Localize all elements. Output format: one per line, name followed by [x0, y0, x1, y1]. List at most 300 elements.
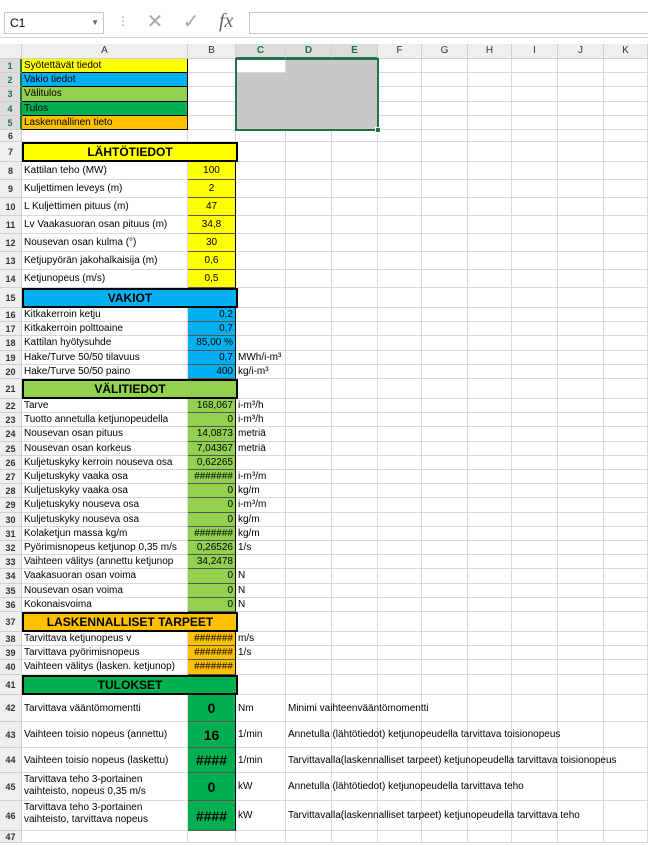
cell[interactable] [286, 322, 332, 336]
cell[interactable] [512, 831, 558, 843]
cell[interactable] [378, 288, 422, 308]
cell[interactable] [604, 216, 648, 234]
cell[interactable] [512, 456, 558, 470]
cell[interactable] [468, 102, 512, 116]
cell[interactable] [332, 660, 378, 674]
column-header-e[interactable]: E [332, 44, 378, 59]
cell[interactable] [378, 379, 422, 399]
cell[interactable] [604, 470, 648, 484]
cell[interactable] [332, 379, 378, 399]
cell[interactable] [422, 130, 468, 142]
cell[interactable] [286, 413, 332, 427]
cell[interactable] [422, 584, 468, 598]
cell[interactable] [512, 142, 558, 162]
cell[interactable] [604, 288, 648, 308]
cell[interactable] [378, 130, 422, 142]
cell[interactable] [558, 442, 604, 456]
cell[interactable] [558, 498, 604, 512]
cell[interactable] [422, 498, 468, 512]
cell[interactable] [378, 270, 422, 288]
cell[interactable] [512, 513, 558, 527]
cell[interactable] [604, 456, 648, 470]
cell[interactable] [558, 632, 604, 646]
cell[interactable] [512, 87, 558, 101]
cell[interactable] [558, 484, 604, 498]
value-cell[interactable]: 2 [188, 180, 236, 198]
cell[interactable] [286, 130, 332, 142]
cell[interactable] [332, 288, 378, 308]
cell[interactable] [286, 336, 332, 350]
cell[interactable] [604, 569, 648, 583]
row-header[interactable]: 5 [0, 116, 22, 130]
cell[interactable] [558, 73, 604, 87]
cell[interactable] [286, 142, 332, 162]
cell[interactable] [604, 598, 648, 612]
cell[interactable] [512, 130, 558, 142]
cell[interactable] [332, 365, 378, 379]
cell[interactable] [422, 379, 468, 399]
cell[interactable] [468, 527, 512, 541]
cell[interactable] [468, 456, 512, 470]
cell[interactable] [512, 288, 558, 308]
cell[interactable] [378, 675, 422, 695]
column-header-c[interactable]: C [236, 44, 286, 59]
cell[interactable] [332, 351, 378, 365]
cell[interactable] [286, 584, 332, 598]
value-cell[interactable]: 0,2 [188, 308, 236, 322]
cell[interactable] [558, 365, 604, 379]
row-header[interactable]: 27 [0, 470, 22, 484]
value-cell[interactable]: ####### [188, 646, 236, 660]
value-cell[interactable]: 0,62265 [188, 456, 236, 470]
row-header[interactable]: 1 [0, 59, 22, 73]
cell[interactable] [468, 252, 512, 270]
row-header[interactable]: 8 [0, 162, 22, 180]
row-header[interactable]: 2 [0, 73, 22, 87]
cell[interactable] [512, 252, 558, 270]
cell[interactable] [422, 270, 468, 288]
cell[interactable] [236, 270, 286, 288]
row-header[interactable]: 20 [0, 365, 22, 379]
cell[interactable] [558, 142, 604, 162]
cell[interactable] [468, 130, 512, 142]
cell[interactable] [332, 598, 378, 612]
cell[interactable] [604, 632, 648, 646]
cell[interactable] [604, 130, 648, 142]
value-cell[interactable]: ####### [188, 632, 236, 646]
cell[interactable] [468, 831, 512, 843]
cell[interactable] [604, 413, 648, 427]
cell[interactable] [286, 288, 332, 308]
cell[interactable] [332, 142, 378, 162]
cell[interactable] [236, 162, 286, 180]
cell[interactable] [332, 252, 378, 270]
cell[interactable] [286, 180, 332, 198]
row-header[interactable]: 19 [0, 351, 22, 365]
cell[interactable] [286, 456, 332, 470]
column-header-j[interactable]: J [558, 44, 604, 59]
chevron-down-icon[interactable]: ▼ [91, 18, 99, 27]
cell[interactable] [422, 162, 468, 180]
cell[interactable] [378, 116, 422, 130]
value-cell[interactable]: 7,04367 [188, 442, 236, 456]
cell[interactable] [422, 569, 468, 583]
row-header[interactable]: 6 [0, 130, 22, 142]
value-cell[interactable]: 0 [188, 413, 236, 427]
cell[interactable] [378, 180, 422, 198]
cell[interactable] [468, 73, 512, 87]
cell[interactable] [378, 427, 422, 441]
cell[interactable] [188, 87, 236, 101]
cell[interactable] [422, 59, 468, 73]
cell[interactable] [422, 456, 468, 470]
row-header[interactable]: 33 [0, 555, 22, 569]
cell[interactable] [378, 252, 422, 270]
row-header[interactable]: 10 [0, 198, 22, 216]
cell[interactable] [236, 234, 286, 252]
cell[interactable] [468, 234, 512, 252]
cell[interactable] [558, 646, 604, 660]
cell[interactable] [332, 322, 378, 336]
column-header-h[interactable]: H [468, 44, 512, 59]
cell[interactable] [512, 541, 558, 555]
cell[interactable] [468, 660, 512, 674]
cell[interactable] [286, 675, 332, 695]
cell[interactable] [558, 270, 604, 288]
cell[interactable] [512, 413, 558, 427]
cell[interactable] [422, 442, 468, 456]
cell[interactable] [422, 87, 468, 101]
cell[interactable] [332, 498, 378, 512]
cell[interactable] [422, 252, 468, 270]
cell[interactable] [558, 555, 604, 569]
cell[interactable] [378, 660, 422, 674]
value-cell[interactable]: 0,26526 [188, 541, 236, 555]
row-header[interactable]: 41 [0, 675, 22, 695]
row-header[interactable]: 47 [0, 831, 22, 843]
cell[interactable] [558, 527, 604, 541]
cell[interactable] [22, 130, 188, 142]
cell[interactable] [422, 632, 468, 646]
cell[interactable] [558, 59, 604, 73]
cell[interactable] [236, 322, 286, 336]
cell[interactable] [604, 351, 648, 365]
cell[interactable] [286, 541, 332, 555]
cell[interactable] [378, 73, 422, 87]
cell[interactable] [332, 632, 378, 646]
cell[interactable] [604, 513, 648, 527]
cell[interactable] [468, 198, 512, 216]
cell[interactable] [604, 336, 648, 350]
cell[interactable] [512, 216, 558, 234]
cell[interactable] [558, 87, 604, 101]
row-header[interactable]: 14 [0, 270, 22, 288]
cell[interactable] [422, 612, 468, 632]
row-header[interactable]: 3 [0, 87, 22, 101]
value-cell[interactable]: ####### [188, 470, 236, 484]
cell[interactable] [378, 336, 422, 350]
cell[interactable] [378, 142, 422, 162]
cell[interactable] [512, 198, 558, 216]
cell[interactable] [604, 102, 648, 116]
cell[interactable] [286, 527, 332, 541]
cell[interactable] [286, 660, 332, 674]
value-cell[interactable]: #### [188, 748, 236, 773]
name-box[interactable] [4, 12, 104, 34]
row-header[interactable]: 25 [0, 442, 22, 456]
cell[interactable] [558, 569, 604, 583]
cell[interactable] [604, 584, 648, 598]
cell[interactable] [286, 612, 332, 632]
cell[interactable] [378, 87, 422, 101]
cell[interactable] [332, 584, 378, 598]
cell[interactable] [604, 527, 648, 541]
cell[interactable] [236, 379, 286, 399]
value-cell[interactable]: 85,00 % [188, 336, 236, 350]
cell[interactable] [188, 102, 236, 116]
cell[interactable] [236, 252, 286, 270]
cell[interactable] [286, 270, 332, 288]
cell[interactable] [512, 102, 558, 116]
cell[interactable] [604, 541, 648, 555]
cell[interactable] [378, 216, 422, 234]
cell[interactable] [422, 180, 468, 198]
cell[interactable] [332, 555, 378, 569]
value-cell[interactable]: 0 [188, 484, 236, 498]
cell[interactable] [512, 632, 558, 646]
cell[interactable] [512, 59, 558, 73]
column-header-d[interactable]: D [286, 44, 332, 59]
row-header[interactable]: 37 [0, 612, 22, 632]
row-header[interactable]: 38 [0, 632, 22, 646]
cell[interactable] [422, 646, 468, 660]
cell[interactable] [558, 116, 604, 130]
cell[interactable] [604, 498, 648, 512]
cancel-icon[interactable]: ✕ [146, 11, 164, 33]
cell[interactable] [378, 102, 422, 116]
cell[interactable] [422, 399, 468, 413]
cell[interactable] [604, 270, 648, 288]
cell[interactable] [286, 379, 332, 399]
value-cell[interactable]: 34,8 [188, 216, 236, 234]
cell[interactable] [378, 513, 422, 527]
row-header[interactable]: 15 [0, 288, 22, 308]
cell[interactable] [332, 413, 378, 427]
row-header[interactable]: 46 [0, 801, 22, 831]
cell[interactable] [604, 484, 648, 498]
cell[interactable] [378, 632, 422, 646]
cell[interactable] [236, 660, 286, 674]
cell[interactable] [236, 198, 286, 216]
row-header[interactable]: 42 [0, 695, 22, 722]
value-cell[interactable]: 0,7 [188, 322, 236, 336]
cell[interactable] [512, 484, 558, 498]
cell[interactable] [468, 162, 512, 180]
cell[interactable] [558, 584, 604, 598]
cell[interactable] [604, 612, 648, 632]
cell[interactable] [236, 831, 286, 843]
cell[interactable] [604, 379, 648, 399]
cell[interactable] [422, 660, 468, 674]
cell[interactable] [558, 322, 604, 336]
cell[interactable] [468, 612, 512, 632]
cell[interactable] [558, 234, 604, 252]
value-cell[interactable]: ####### [188, 660, 236, 674]
cell[interactable] [332, 198, 378, 216]
cell[interactable] [512, 234, 558, 252]
cell[interactable] [332, 541, 378, 555]
cell[interactable] [236, 612, 286, 632]
cell[interactable] [236, 59, 286, 73]
cell[interactable] [512, 399, 558, 413]
cell[interactable] [188, 130, 236, 142]
row-header[interactable]: 44 [0, 748, 22, 773]
row-header[interactable]: 39 [0, 646, 22, 660]
cell[interactable] [558, 252, 604, 270]
cell[interactable] [332, 442, 378, 456]
cell[interactable] [188, 73, 236, 87]
cell[interactable] [422, 142, 468, 162]
cell[interactable] [558, 470, 604, 484]
cell[interactable] [378, 442, 422, 456]
cell[interactable] [286, 569, 332, 583]
cell[interactable] [332, 831, 378, 843]
row-header[interactable]: 16 [0, 308, 22, 322]
row-header[interactable]: 40 [0, 660, 22, 674]
cell[interactable] [604, 162, 648, 180]
cell[interactable] [236, 130, 286, 142]
value-cell[interactable]: 14,0873 [188, 427, 236, 441]
column-header-a[interactable]: A [22, 44, 188, 59]
cell[interactable] [558, 831, 604, 843]
row-header[interactable]: 18 [0, 336, 22, 350]
cell[interactable] [332, 456, 378, 470]
cell[interactable] [332, 234, 378, 252]
cell[interactable] [286, 427, 332, 441]
value-cell[interactable]: 47 [188, 198, 236, 216]
cell[interactable] [378, 569, 422, 583]
cell[interactable] [558, 513, 604, 527]
cell[interactable] [332, 513, 378, 527]
column-header-f[interactable]: F [378, 44, 422, 59]
cell[interactable] [422, 288, 468, 308]
cell[interactable] [468, 308, 512, 322]
cell[interactable] [468, 288, 512, 308]
cell[interactable] [378, 498, 422, 512]
cell[interactable] [512, 569, 558, 583]
cell[interactable] [558, 399, 604, 413]
cell[interactable] [422, 541, 468, 555]
cell[interactable] [468, 59, 512, 73]
cell[interactable] [604, 252, 648, 270]
cell[interactable] [286, 365, 332, 379]
cell[interactable] [604, 660, 648, 674]
cell[interactable] [512, 336, 558, 350]
cell[interactable] [188, 831, 236, 843]
row-header[interactable]: 7 [0, 142, 22, 162]
cell[interactable] [468, 365, 512, 379]
cell[interactable] [512, 675, 558, 695]
cell[interactable] [422, 484, 468, 498]
row-header[interactable]: 45 [0, 773, 22, 801]
cell[interactable] [286, 513, 332, 527]
row-header[interactable]: 21 [0, 379, 22, 399]
value-cell[interactable]: 0,7 [188, 351, 236, 365]
cell[interactable] [468, 413, 512, 427]
value-cell[interactable]: 30 [188, 234, 236, 252]
value-cell[interactable]: 0 [188, 569, 236, 583]
value-cell[interactable]: 0 [188, 513, 236, 527]
cell[interactable] [286, 484, 332, 498]
cell[interactable] [558, 660, 604, 674]
value-cell[interactable]: 0 [188, 498, 236, 512]
cell[interactable] [332, 569, 378, 583]
cell[interactable] [378, 541, 422, 555]
cell[interactable] [422, 102, 468, 116]
row-header[interactable]: 24 [0, 427, 22, 441]
cell[interactable] [558, 198, 604, 216]
cell[interactable] [378, 484, 422, 498]
cell[interactable] [604, 234, 648, 252]
cell[interactable] [378, 612, 422, 632]
cell[interactable] [604, 116, 648, 130]
cell[interactable] [512, 470, 558, 484]
cell[interactable] [558, 351, 604, 365]
cell[interactable] [558, 130, 604, 142]
cell[interactable] [468, 216, 512, 234]
cell[interactable] [512, 584, 558, 598]
cell[interactable] [236, 336, 286, 350]
cell[interactable] [332, 180, 378, 198]
row-header[interactable]: 12 [0, 234, 22, 252]
cell[interactable] [378, 646, 422, 660]
cell[interactable] [512, 116, 558, 130]
cell[interactable] [468, 351, 512, 365]
cell[interactable] [604, 831, 648, 843]
cell[interactable] [468, 270, 512, 288]
cell[interactable] [512, 612, 558, 632]
cell[interactable] [512, 308, 558, 322]
formula-input[interactable] [249, 12, 648, 34]
cell[interactable] [378, 598, 422, 612]
cell[interactable] [512, 527, 558, 541]
cell[interactable] [378, 198, 422, 216]
cell[interactable] [332, 399, 378, 413]
cell[interactable] [378, 555, 422, 569]
cell[interactable] [286, 252, 332, 270]
cell[interactable] [604, 73, 648, 87]
cell[interactable] [422, 427, 468, 441]
enter-icon[interactable]: ✓ [182, 11, 200, 33]
cell[interactable] [604, 87, 648, 101]
cell[interactable] [286, 632, 332, 646]
row-header[interactable]: 11 [0, 216, 22, 234]
value-cell[interactable]: 0 [188, 773, 236, 801]
cell[interactable] [332, 308, 378, 322]
cell[interactable] [236, 308, 286, 322]
cell[interactable] [422, 308, 468, 322]
cell[interactable] [422, 555, 468, 569]
cell[interactable] [512, 322, 558, 336]
cell[interactable] [286, 470, 332, 484]
cell[interactable] [378, 234, 422, 252]
value-cell[interactable]: 0,6 [188, 252, 236, 270]
row-header[interactable]: 36 [0, 598, 22, 612]
cell[interactable] [378, 322, 422, 336]
cell[interactable] [286, 162, 332, 180]
value-cell[interactable]: ####### [188, 527, 236, 541]
cell[interactable] [468, 632, 512, 646]
